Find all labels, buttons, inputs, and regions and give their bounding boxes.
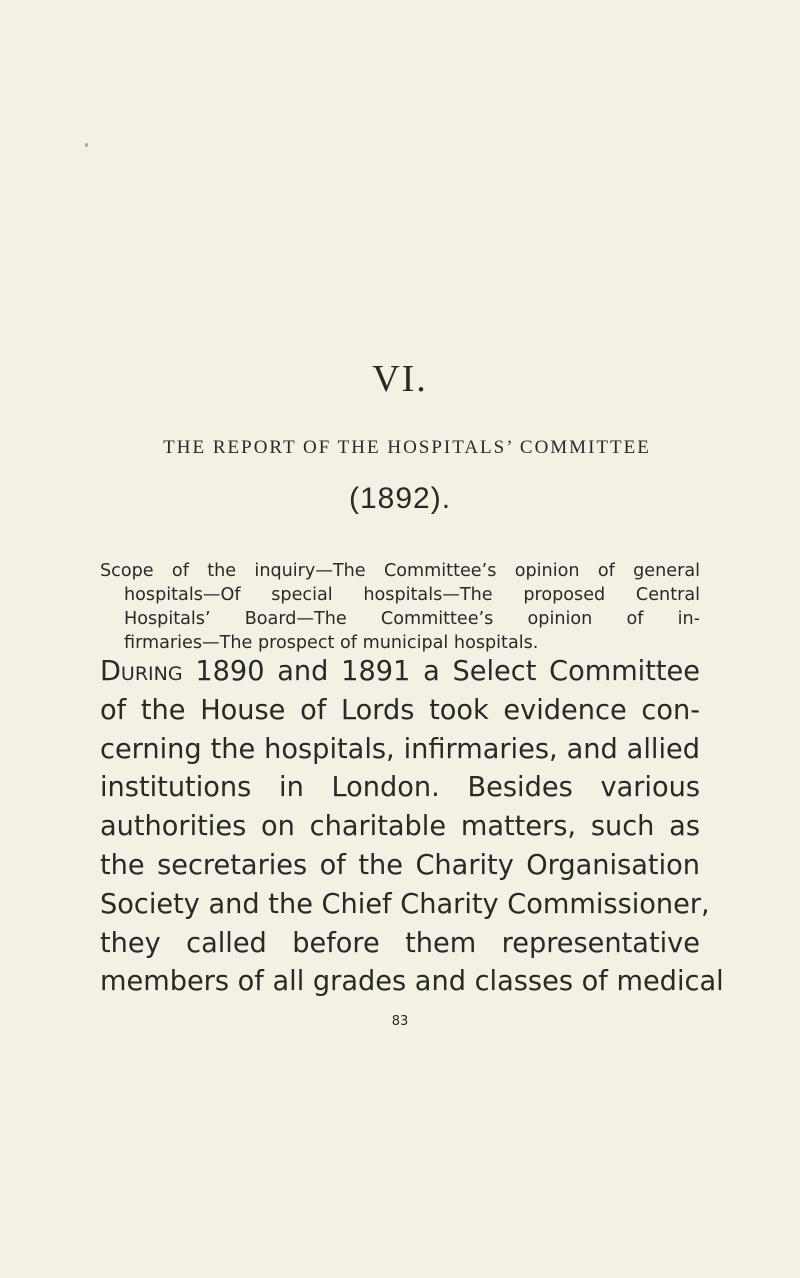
synopsis-line: hospitals—Of special hospitals—The proposed Central [124, 585, 700, 605]
chapter-synopsis [100, 559, 700, 655]
body-line [100, 653, 700, 692]
body-line: the secretaries of the Charity Organisation [100, 849, 700, 881]
chapter-number: VI. [372, 358, 428, 400]
body-paragraph [100, 653, 724, 1002]
body-line: institutions in London. Besides various [100, 772, 700, 804]
body-line-text: 1890 and 1891 a Select Committee [182, 656, 700, 687]
body-line: cerning the hospitals, infirmaries, and allied [100, 733, 700, 765]
chapter-title: THE REPORT OF THE HOSPITALS’ COMMITTEE [163, 437, 651, 458]
body-line: Society and the Chief Charity Commissioner, [100, 888, 710, 920]
body-line: members of all grades and classes of medical [100, 966, 724, 998]
chapter-year: (1892). [348, 482, 452, 515]
opening-word: During [100, 656, 183, 687]
page-number: 83 [391, 1014, 409, 1029]
paper-speck [85, 143, 88, 147]
synopsis-line: Scope of the inquiry—The Committee’s opinion of general [100, 561, 700, 581]
body-line: they called before them representative [100, 927, 700, 959]
synopsis-line: Hospitals’ Board—The Committee’s opinion of in- [124, 609, 700, 629]
body-line: of the House of Lords took evidence con- [100, 694, 700, 726]
body-line: authorities on charitable matters, such as [100, 811, 700, 843]
synopsis-line: firmaries—The prospect of municipal hospitals. [124, 633, 539, 653]
